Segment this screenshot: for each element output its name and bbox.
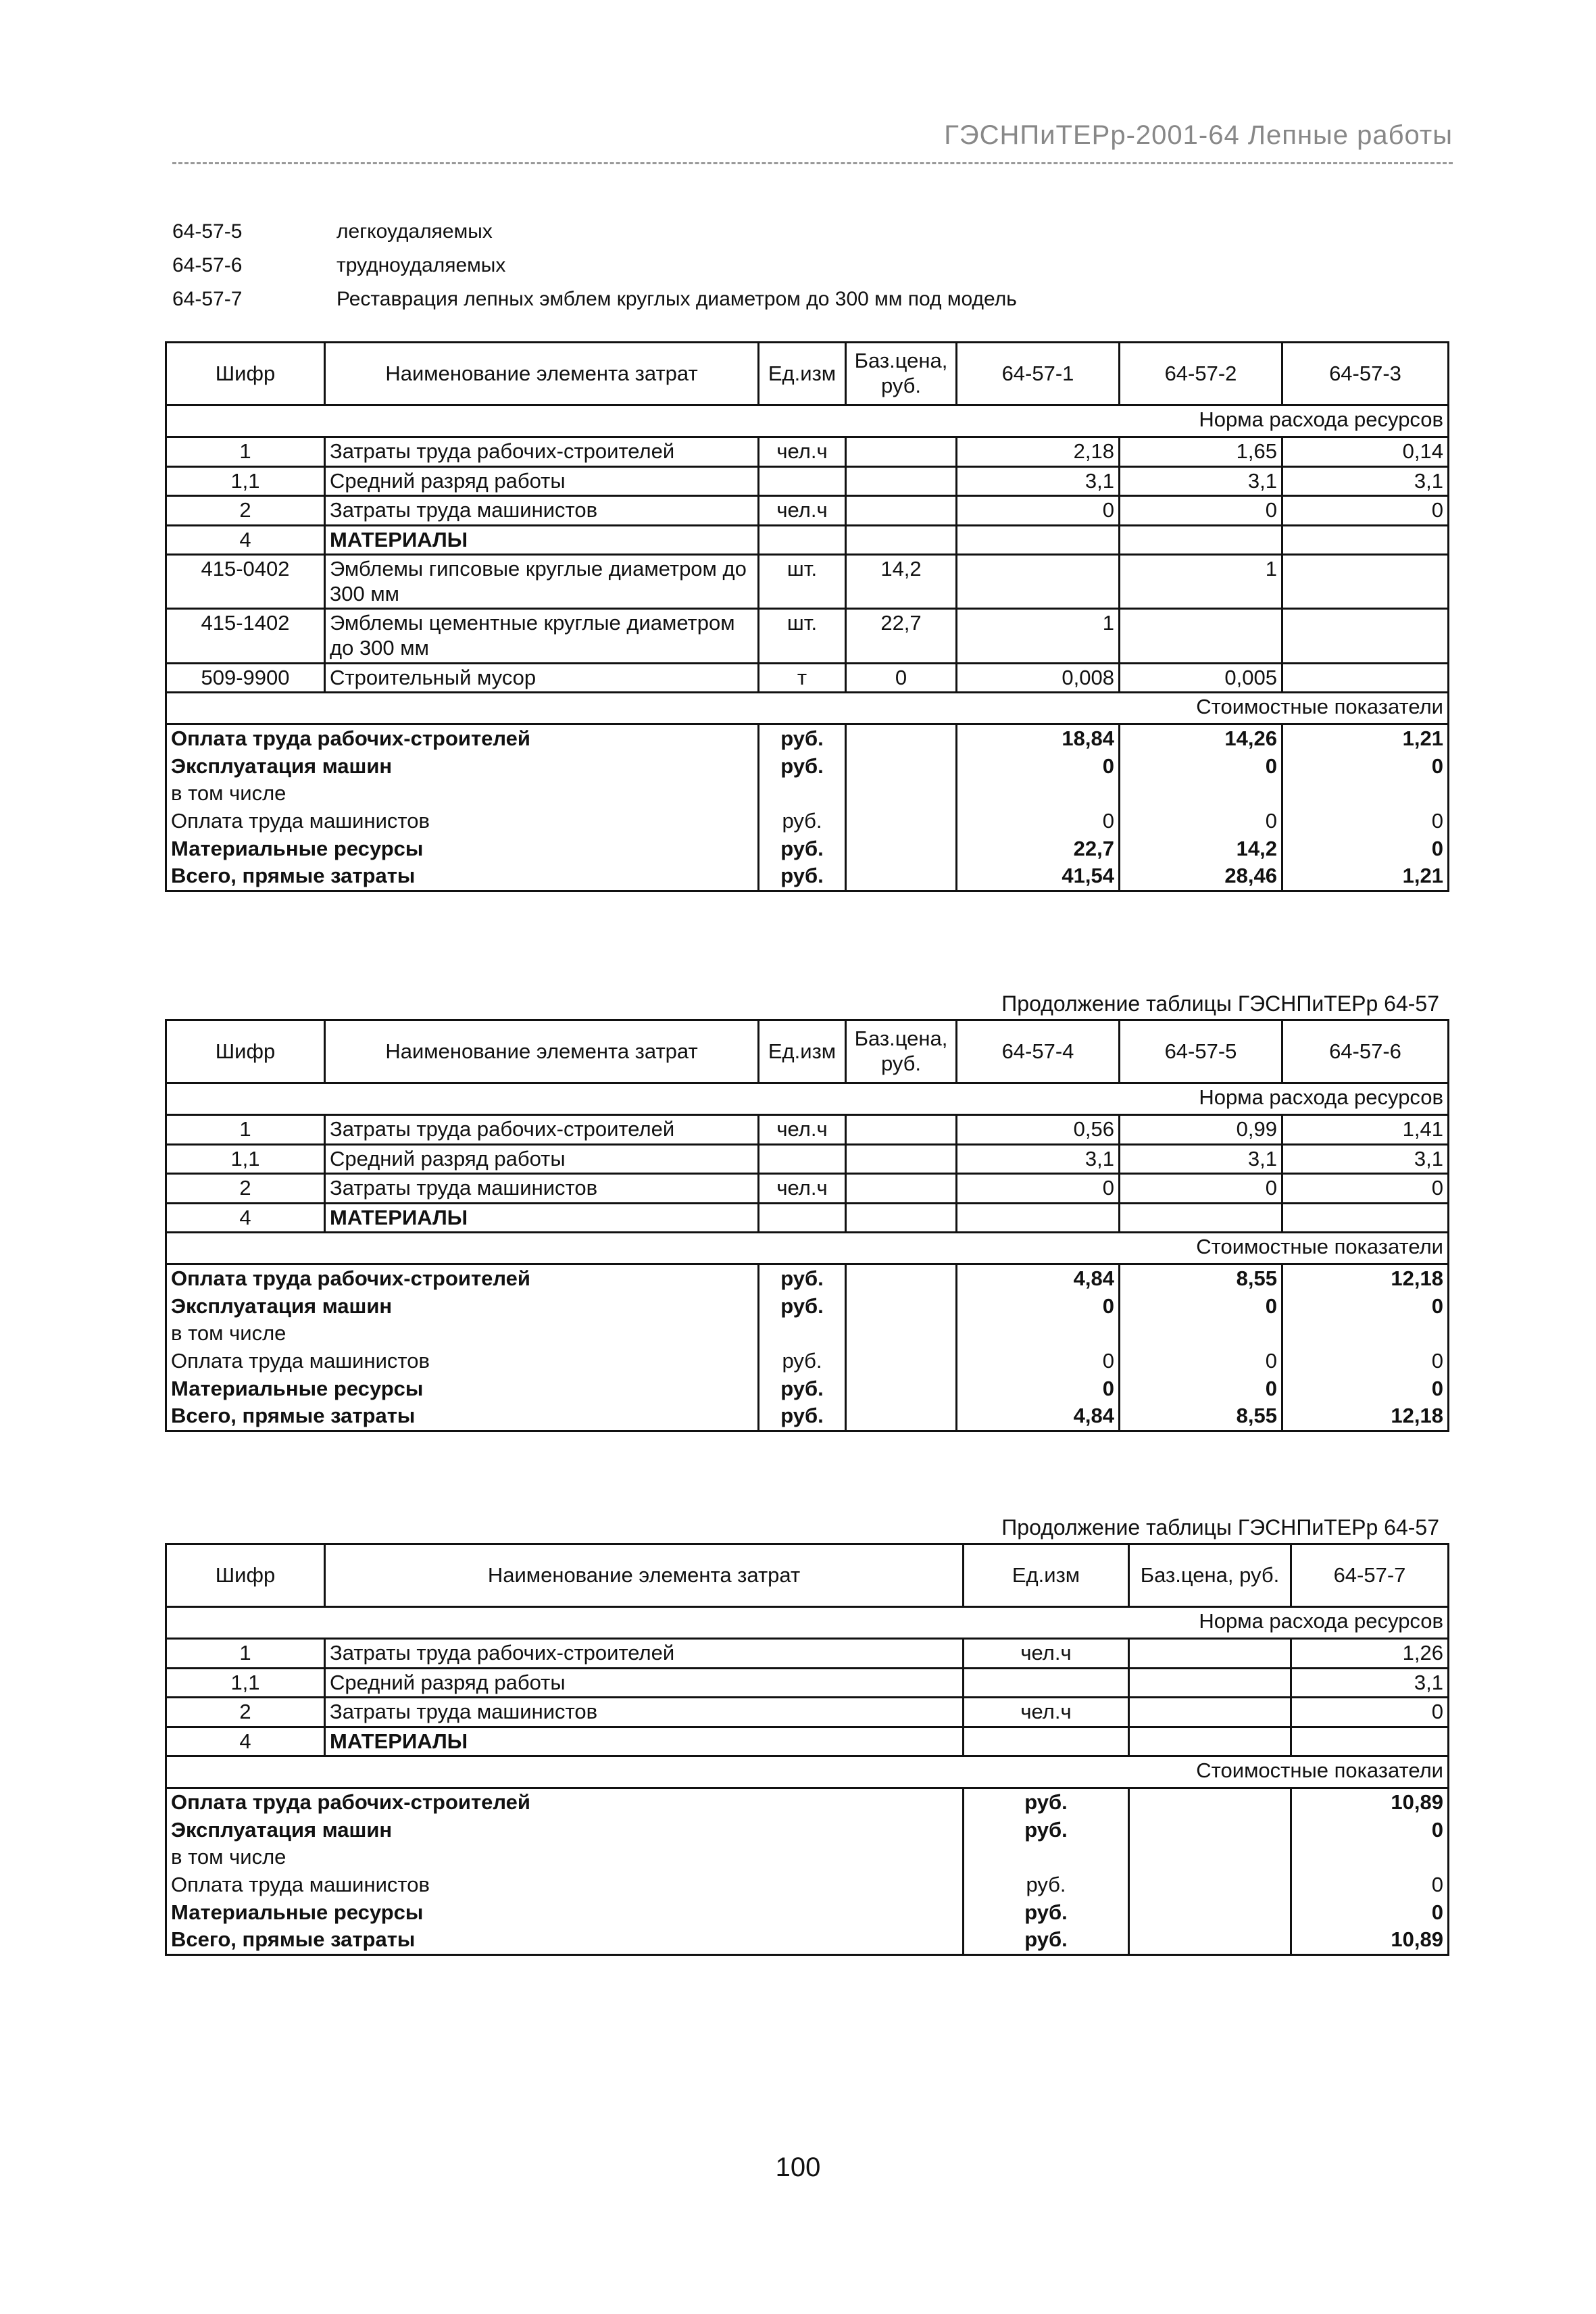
row-value: 0,56	[957, 1115, 1120, 1145]
cost-value: 14,2	[1120, 835, 1282, 863]
row-value: 3,1	[1291, 1668, 1449, 1698]
table-header-row	[166, 343, 1449, 405]
row-value: 0	[1120, 496, 1282, 526]
row-value: 3,1	[1120, 1144, 1282, 1174]
band-row	[166, 1607, 1449, 1639]
row-unit: чел.ч	[759, 1115, 846, 1145]
row-value: 3,1	[1120, 466, 1282, 496]
cost-unit: руб.	[964, 1926, 1129, 1954]
cost-name: Материальные ресурсы	[166, 1375, 759, 1403]
row-value: 1	[1120, 555, 1282, 609]
row-code: 1,1	[166, 466, 325, 496]
cost-unit: руб.	[964, 1899, 1129, 1927]
cost-value	[1120, 1320, 1282, 1348]
header-price: Баз.цена, руб.	[1129, 1544, 1291, 1607]
row-value	[1120, 525, 1282, 555]
header-price: Баз.цена, руб.	[846, 1020, 957, 1083]
cost-price	[846, 780, 957, 808]
cost-value: 0	[1120, 1375, 1282, 1403]
row-value: 1	[957, 609, 1120, 663]
row-value: 3,1	[957, 466, 1120, 496]
header-name: Наименование элемента затрат	[325, 1544, 964, 1607]
cost-value: 1,21	[1282, 724, 1449, 753]
row-unit: чел.ч	[759, 496, 846, 526]
row-value: 1,26	[1291, 1639, 1449, 1669]
row-unit: чел.ч	[759, 437, 846, 467]
row-value: 0,14	[1282, 437, 1449, 467]
cost-value	[1291, 1844, 1449, 1871]
row-unit	[964, 1727, 1129, 1756]
row-price	[846, 1203, 957, 1233]
table-row	[166, 555, 1449, 609]
row-code: 1	[166, 437, 325, 467]
row-unit: шт.	[759, 609, 846, 663]
row-code: 4	[166, 1203, 325, 1233]
row-price	[846, 525, 957, 555]
cost-row	[166, 1899, 1449, 1927]
cost-row	[166, 1788, 1449, 1817]
cost-row	[166, 1320, 1449, 1348]
header-column-code: 64-57-5	[1120, 1020, 1282, 1083]
cost-value: 0	[1282, 835, 1449, 863]
cost-value: 0	[1291, 1899, 1449, 1927]
cost-unit: руб.	[759, 753, 846, 781]
header-name: Наименование элемента затрат	[325, 343, 759, 405]
table-row	[166, 466, 1449, 496]
intro-item	[172, 215, 1453, 249]
cost-name: в том числе	[166, 1844, 964, 1871]
band-row	[166, 1233, 1449, 1264]
row-name: Затраты труда машинистов	[325, 496, 759, 526]
cost-name: Всего, прямые затраты	[166, 1926, 964, 1954]
cost-price	[846, 1293, 957, 1321]
cost-name: Всего, прямые затраты	[166, 1402, 759, 1431]
cost-price	[1129, 1871, 1291, 1899]
header-unit: Ед.изм	[759, 1020, 846, 1083]
table-row	[166, 1115, 1449, 1145]
row-price	[846, 1144, 957, 1174]
cost-value: 0	[957, 808, 1120, 835]
cost-price	[846, 1375, 957, 1403]
row-price	[846, 437, 957, 467]
resource-table	[165, 1543, 1449, 1956]
cost-value	[1282, 1320, 1449, 1348]
cost-value: 18,84	[957, 724, 1120, 753]
table-row	[166, 1174, 1449, 1204]
table-row	[166, 525, 1449, 555]
row-value: 0,99	[1120, 1115, 1282, 1145]
cost-unit: руб.	[759, 862, 846, 891]
cost-value: 0	[1120, 753, 1282, 781]
cost-name: в том числе	[166, 1320, 759, 1348]
row-value: 3,1	[1282, 466, 1449, 496]
cost-price	[846, 1402, 957, 1431]
row-name: МАТЕРИАЛЫ	[325, 525, 759, 555]
cost-value	[1120, 780, 1282, 808]
row-name: Средний разряд работы	[325, 1144, 759, 1174]
cost-value	[957, 780, 1120, 808]
intro-code: 64-57-7	[172, 288, 243, 310]
cost-name: Оплата труда машинистов	[166, 1348, 759, 1375]
row-value: 0	[1120, 1174, 1282, 1204]
cost-unit: руб.	[759, 808, 846, 835]
table-row	[166, 1203, 1449, 1233]
row-value: 0	[957, 1174, 1120, 1204]
row-value: 1,65	[1120, 437, 1282, 467]
row-price	[1129, 1639, 1291, 1669]
row-name: Строительный мусор	[325, 663, 759, 693]
row-value: 0	[1291, 1698, 1449, 1727]
row-value: 2,18	[957, 437, 1120, 467]
cost-value	[1282, 780, 1449, 808]
cost-row	[166, 808, 1449, 835]
band-row	[166, 405, 1449, 437]
table-row	[166, 496, 1449, 526]
cost-price	[846, 835, 957, 863]
table-caption: Продолжение таблицы ГЭСНПиТЕРр 64-57	[1001, 991, 1439, 1016]
row-value	[1291, 1727, 1449, 1756]
intro-code: 64-57-6	[172, 254, 243, 276]
resource-band-label: Норма расхода ресурсов	[166, 405, 1449, 437]
cost-row	[166, 780, 1449, 808]
cost-price	[1129, 1817, 1291, 1844]
row-code: 2	[166, 1698, 325, 1727]
row-value	[1282, 525, 1449, 555]
cost-value: 0	[957, 1375, 1120, 1403]
cost-name: Оплата труда машинистов	[166, 1871, 964, 1899]
band-row	[166, 693, 1449, 724]
cost-row	[166, 1293, 1449, 1321]
cost-band-label: Стоимостные показатели	[166, 1233, 1449, 1264]
cost-name: Всего, прямые затраты	[166, 862, 759, 891]
cost-name: в том числе	[166, 780, 759, 808]
cost-price	[1129, 1899, 1291, 1927]
cost-unit: руб.	[759, 835, 846, 863]
resource-band-label: Норма расхода ресурсов	[166, 1083, 1449, 1115]
cost-unit: руб.	[759, 1375, 846, 1403]
cost-unit: руб.	[964, 1788, 1129, 1817]
resource-table	[165, 1019, 1449, 1432]
row-code: 1	[166, 1115, 325, 1145]
cost-name: Эксплуатация машин	[166, 1293, 759, 1321]
cost-value: 0	[1282, 1348, 1449, 1375]
header-cipher: Шифр	[166, 1020, 325, 1083]
header-column-code: 64-57-3	[1282, 343, 1449, 405]
band-row	[166, 1083, 1449, 1115]
cost-value: 10,89	[1291, 1788, 1449, 1817]
table-header-row	[166, 1020, 1449, 1083]
row-name: Эмблемы гипсовые круглые диаметром до 300 мм	[325, 555, 759, 609]
cost-unit: руб.	[759, 1402, 846, 1431]
row-value	[1282, 609, 1449, 663]
intro-text: Реставрация лепных эмблем круглых диаметром до 300 мм под модель	[336, 288, 1017, 310]
row-name: Затраты труда рабочих-строителей	[325, 1639, 964, 1669]
row-unit	[759, 466, 846, 496]
cost-value: 12,18	[1282, 1402, 1449, 1431]
cost-price	[1129, 1788, 1291, 1817]
row-code: 1,1	[166, 1144, 325, 1174]
cost-row	[166, 1348, 1449, 1375]
band-row	[166, 1756, 1449, 1788]
header-unit: Ед.изм	[759, 343, 846, 405]
cost-name: Оплата труда рабочих-строителей	[166, 1264, 759, 1293]
cost-value: 8,55	[1120, 1402, 1282, 1431]
row-value	[1282, 555, 1449, 609]
row-value	[1282, 1203, 1449, 1233]
header-column-code: 64-57-4	[957, 1020, 1120, 1083]
row-code: 4	[166, 1727, 325, 1756]
cost-name: Эксплуатация машин	[166, 1817, 964, 1844]
intro-text: трудноудаляемых	[336, 254, 506, 276]
cost-value: 41,54	[957, 862, 1120, 891]
cost-price	[1129, 1926, 1291, 1954]
cost-value: 8,55	[1120, 1264, 1282, 1293]
row-value	[957, 555, 1120, 609]
header-name: Наименование элемента затрат	[325, 1020, 759, 1083]
cost-price	[846, 1320, 957, 1348]
row-price: 22,7	[846, 609, 957, 663]
cost-unit	[759, 780, 846, 808]
cost-name: Материальные ресурсы	[166, 835, 759, 863]
running-header: ГЭСНПиТЕРр-2001-64 Лепные работы	[944, 120, 1453, 150]
header-rule	[172, 162, 1453, 164]
cost-value: 10,89	[1291, 1926, 1449, 1954]
cost-price	[846, 1348, 957, 1375]
row-value	[1120, 609, 1282, 663]
row-value	[957, 1203, 1120, 1233]
cost-value: 4,84	[957, 1264, 1120, 1293]
cost-value: 0	[1120, 808, 1282, 835]
row-value	[957, 525, 1120, 555]
header-cipher: Шифр	[166, 1544, 325, 1607]
cost-row	[166, 1871, 1449, 1899]
row-code: 415-0402	[166, 555, 325, 609]
cost-row	[166, 1817, 1449, 1844]
cost-value	[957, 1320, 1120, 1348]
row-value: 0	[957, 496, 1120, 526]
table-row	[166, 1698, 1449, 1727]
cost-value: 0	[1282, 1293, 1449, 1321]
row-name: Затраты труда рабочих-строителей	[325, 437, 759, 467]
row-value: 0,005	[1120, 663, 1282, 693]
cost-value: 1,21	[1282, 862, 1449, 891]
row-value: 0	[1282, 496, 1449, 526]
row-price	[846, 1115, 957, 1145]
cost-value: 0	[1291, 1817, 1449, 1844]
cost-value: 4,84	[957, 1402, 1120, 1431]
row-price	[846, 466, 957, 496]
cost-value: 0	[1282, 1375, 1449, 1403]
row-value: 3,1	[957, 1144, 1120, 1174]
header-column-code: 64-57-1	[957, 343, 1120, 405]
row-value	[1120, 1203, 1282, 1233]
intro-item	[172, 249, 1453, 282]
cost-value: 0	[957, 1293, 1120, 1321]
row-price: 14,2	[846, 555, 957, 609]
cost-row	[166, 1926, 1449, 1954]
row-code: 1,1	[166, 1668, 325, 1698]
row-code: 1	[166, 1639, 325, 1669]
header-unit: Ед.изм	[964, 1544, 1129, 1607]
table-row	[166, 1144, 1449, 1174]
cost-price	[846, 724, 957, 753]
cost-value: 0	[957, 753, 1120, 781]
table-header-row	[166, 1544, 1449, 1607]
header-price: Баз.цена, руб.	[846, 343, 957, 405]
cost-unit: руб.	[759, 1348, 846, 1375]
header-column-code: 64-57-6	[1282, 1020, 1449, 1083]
cost-name: Оплата труда рабочих-строителей	[166, 1788, 964, 1817]
cost-unit: руб.	[964, 1817, 1129, 1844]
row-price	[1129, 1727, 1291, 1756]
row-value: 0,008	[957, 663, 1120, 693]
table-caption: Продолжение таблицы ГЭСНПиТЕРр 64-57	[1001, 1515, 1439, 1540]
cost-unit	[964, 1844, 1129, 1871]
row-price: 0	[846, 663, 957, 693]
cost-price	[846, 1264, 957, 1293]
cost-row	[166, 1844, 1449, 1871]
row-unit: чел.ч	[964, 1698, 1129, 1727]
intro-text: легкоудаляемых	[336, 220, 493, 243]
row-name: Затраты труда машинистов	[325, 1174, 759, 1204]
cost-value: 0	[1282, 808, 1449, 835]
row-name: Затраты труда машинистов	[325, 1698, 964, 1727]
row-name: Затраты труда рабочих-строителей	[325, 1115, 759, 1145]
header-cipher: Шифр	[166, 343, 325, 405]
table-row	[166, 609, 1449, 663]
cost-row	[166, 753, 1449, 781]
cost-value: 14,26	[1120, 724, 1282, 753]
intro-list	[172, 215, 1453, 316]
row-code: 2	[166, 496, 325, 526]
row-name: Эмблемы цементные круглые диаметром до 300 мм	[325, 609, 759, 663]
table-row	[166, 1727, 1449, 1756]
cost-row	[166, 1402, 1449, 1431]
cost-name: Оплата труда рабочих-строителей	[166, 724, 759, 753]
header-column-code: 64-57-2	[1120, 343, 1282, 405]
row-code: 509-9900	[166, 663, 325, 693]
cost-value: 0	[1120, 1348, 1282, 1375]
cost-unit: руб.	[964, 1871, 1129, 1899]
row-name: Средний разряд работы	[325, 1668, 964, 1698]
cost-unit: руб.	[759, 1293, 846, 1321]
row-code: 4	[166, 525, 325, 555]
row-value: 3,1	[1282, 1144, 1449, 1174]
cost-value: 0	[1291, 1871, 1449, 1899]
cost-value: 0	[957, 1348, 1120, 1375]
intro-item	[172, 282, 1453, 316]
row-unit: шт.	[759, 555, 846, 609]
cost-name: Оплата труда машинистов	[166, 808, 759, 835]
row-price	[1129, 1698, 1291, 1727]
row-name: Средний разряд работы	[325, 466, 759, 496]
table-row	[166, 1668, 1449, 1698]
row-price	[846, 496, 957, 526]
cost-name: Материальные ресурсы	[166, 1899, 964, 1927]
cost-band-label: Стоимостные показатели	[166, 693, 1449, 724]
row-value: 1,41	[1282, 1115, 1449, 1145]
row-name: МАТЕРИАЛЫ	[325, 1727, 964, 1756]
cost-unit	[759, 1320, 846, 1348]
cost-price	[1129, 1844, 1291, 1871]
cost-row	[166, 835, 1449, 863]
cost-row	[166, 1375, 1449, 1403]
cost-value: 28,46	[1120, 862, 1282, 891]
cost-unit: руб.	[759, 1264, 846, 1293]
row-price	[846, 1174, 957, 1204]
page-number: 100	[775, 2152, 821, 2182]
cost-value: 12,18	[1282, 1264, 1449, 1293]
resource-band-label: Норма расхода ресурсов	[166, 1607, 1449, 1639]
cost-band-label: Стоимостные показатели	[166, 1756, 1449, 1788]
cost-row	[166, 862, 1449, 891]
intro-code: 64-57-5	[172, 220, 243, 243]
row-price	[1129, 1668, 1291, 1698]
row-unit: чел.ч	[759, 1174, 846, 1204]
table-row	[166, 1639, 1449, 1669]
row-unit	[964, 1668, 1129, 1698]
row-unit	[759, 1203, 846, 1233]
row-value: 0	[1282, 1174, 1449, 1204]
cost-row	[166, 724, 1449, 753]
cost-value: 0	[1120, 1293, 1282, 1321]
row-code: 415-1402	[166, 609, 325, 663]
cost-name: Эксплуатация машин	[166, 753, 759, 781]
table-row	[166, 663, 1449, 693]
cost-price	[846, 808, 957, 835]
header-column-code: 64-57-7	[1291, 1544, 1449, 1607]
cost-unit: руб.	[759, 724, 846, 753]
cost-value: 0	[1282, 753, 1449, 781]
cost-price	[846, 753, 957, 781]
row-value	[1282, 663, 1449, 693]
row-code: 2	[166, 1174, 325, 1204]
row-name: МАТЕРИАЛЫ	[325, 1203, 759, 1233]
row-unit: т	[759, 663, 846, 693]
row-unit	[759, 525, 846, 555]
cost-price	[846, 862, 957, 891]
row-unit: чел.ч	[964, 1639, 1129, 1669]
cost-row	[166, 1264, 1449, 1293]
row-unit	[759, 1144, 846, 1174]
table-row	[166, 437, 1449, 467]
resource-table	[165, 341, 1449, 892]
cost-value: 22,7	[957, 835, 1120, 863]
